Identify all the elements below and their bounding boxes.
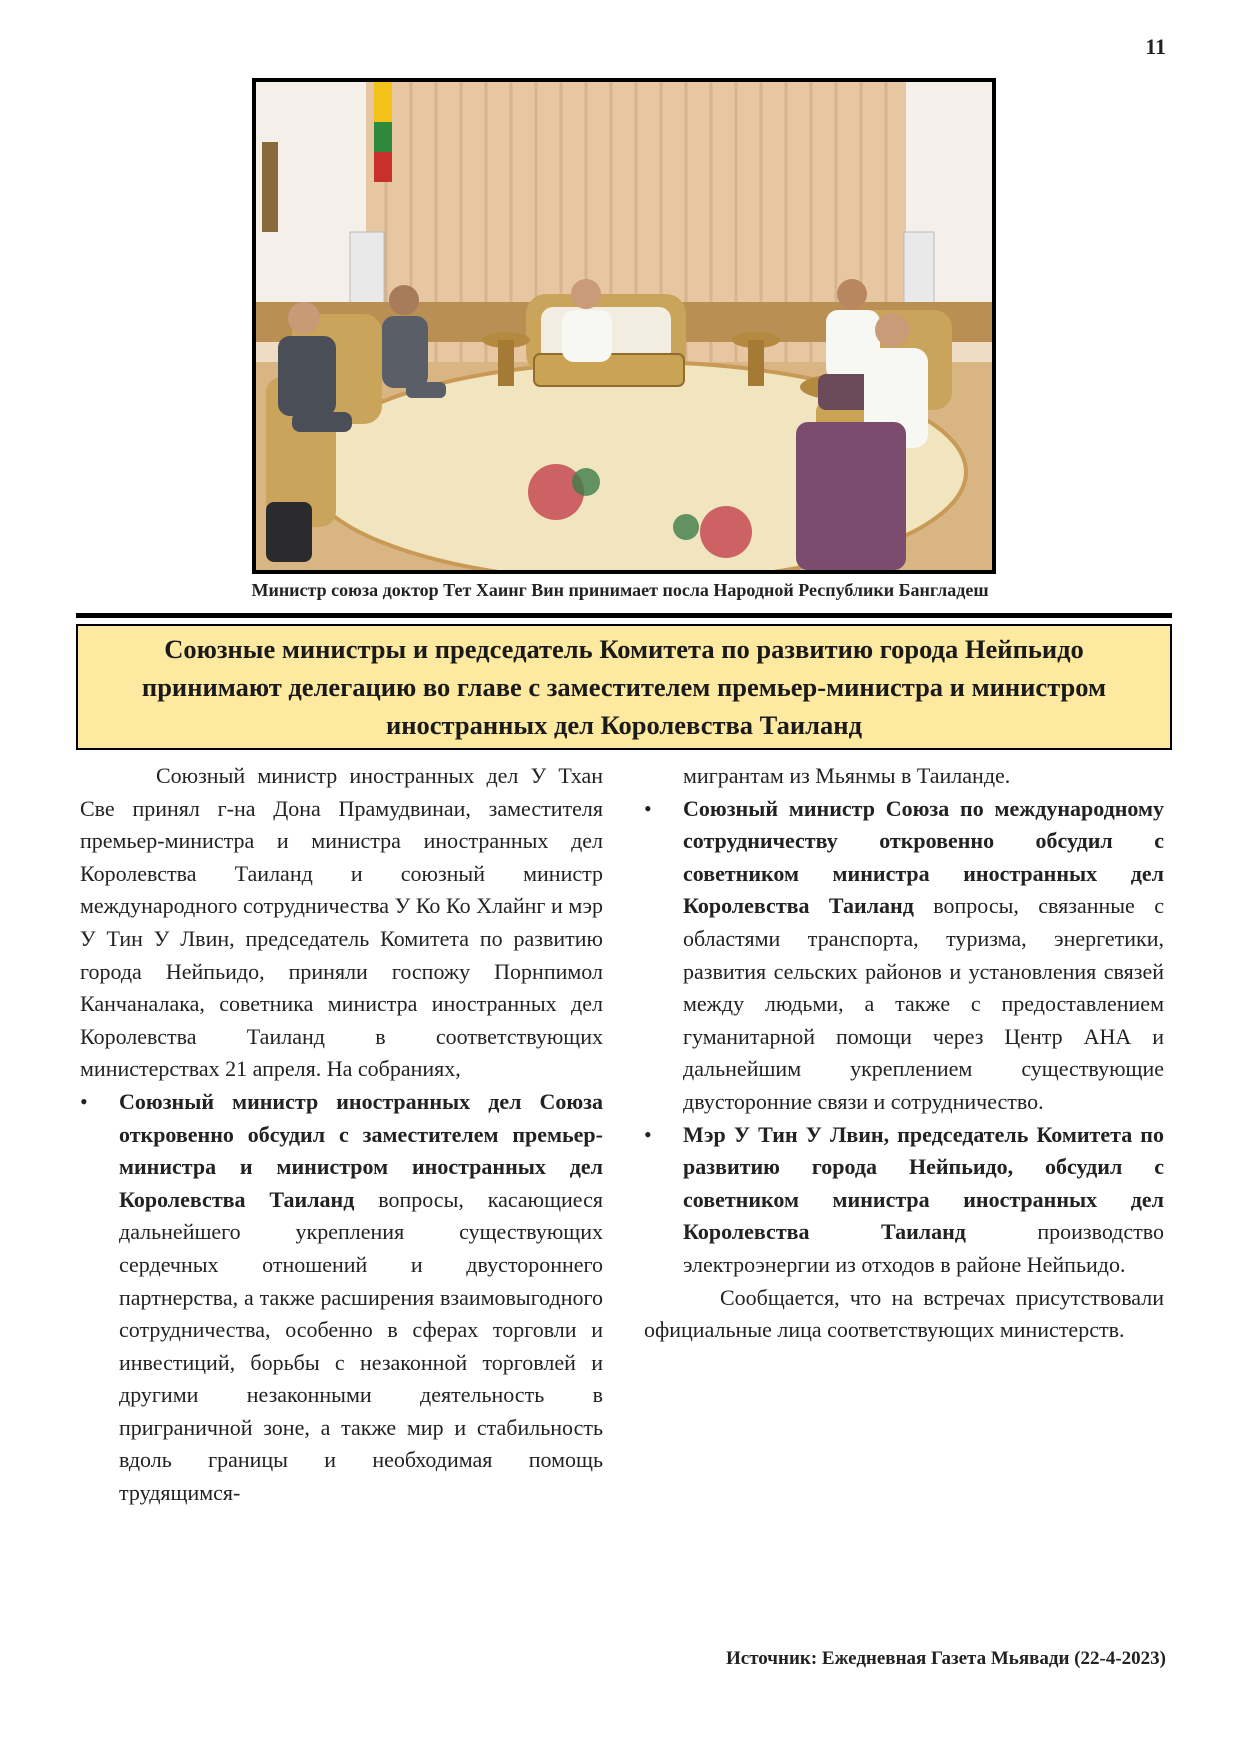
article-closing: Сообщается, что на встречах присутствовали официальные лица соответствующих министерств.	[644, 1284, 1164, 1343]
bullet-icon: •	[644, 1121, 652, 1147]
meeting-photo	[252, 78, 996, 574]
article-column-left	[80, 760, 603, 1510]
article-source: Источник: Ежедневная Газета Мьявади (22-4-2023)	[726, 1648, 1166, 1669]
photo-caption: Министр союза доктор Тет Хаинг Вин принимает посла Народной Республики Бангладеш	[251, 580, 989, 600]
bullet-text: вопросы, касающиеся дальнейшего укрепления существующих сердечных отношений и двустороннего партнерства, а также расширения взаимовыгодного сотрудничества, особенно в сферах торговли и инвестиций, борьбы с незаконной торговлей и другими незаконными деятельность в приграничной зоне, а также мир и стабильность вдоль границы и необходимая помощь трудящимся-	[119, 1186, 603, 1506]
bullet-lead: Мэр У Тин У Лвин, председатель Комитета по развитию города Нейпьидо, обсудил с советником министра иностранных дел Королевства Таиланд	[683, 1121, 1164, 1245]
article-column-right	[644, 760, 1164, 1347]
bullet-continuation: мигрантам из Мьянмы в Таиланде.	[683, 763, 1011, 788]
bullet-lead: Союзный министр иностранных дел Союза откровенно обсудил с заместителем премьер-министра и министром иностранных дел Королевства Таиланд	[119, 1088, 603, 1212]
article-intro: Союзный министр иностранных дел У Тхан Све принял г-на Дона Прамудвинаи, заместителя премьер-министра и министра иностранных дел Королевства Таиланд и союзный министр международного сотрудничества У Ко Ко Хлайнг и мэр У Тин У Лвин, председатель Комитета по развитию города Нейпьидо, приняли госпожу Порнпимол Канчаналака, советника министра иностранных дел Королевства Таиланд в соответствующих министерствах 21 апреля. На собраниях,	[80, 763, 603, 1082]
bullet-list-right	[644, 793, 1164, 1282]
list-item	[644, 793, 1164, 1119]
bullet-icon: •	[644, 795, 652, 821]
article-headline: Союзные министры и председатель Комитета по развитию города Нейпьидо принимают делегацию во главе с заместителем премьер-министра и министром иностранных дел Королевства Таиланд	[141, 634, 1107, 740]
list-item	[644, 1119, 1164, 1282]
list-item	[80, 1086, 603, 1510]
bullet-lead: Союзный министр Союза по международному сотрудничеству откровенно обсудил с советником министра иностранных дел Королевства Таиланд	[683, 795, 1164, 919]
headline-box	[76, 624, 1172, 750]
bullet-text: вопросы, связанные с областями транспорта, туризма, энергетики, развития сельских районов и установления связей между людьми, а также с предоставлением гуманитарной помощи через Центр АНА и дальнейшим укреплением существующие двусторонние связи и сотрудничество.	[683, 893, 1164, 1114]
page-number: 11	[1145, 34, 1166, 59]
bullet-icon: •	[80, 1088, 88, 1114]
meeting-photo-illustration	[256, 82, 992, 570]
section-divider	[76, 613, 1172, 618]
bullet-text: производство электроэнергии из отходов в районе Нейпьидо.	[683, 1219, 1164, 1277]
bullet-list-left	[80, 1086, 603, 1510]
